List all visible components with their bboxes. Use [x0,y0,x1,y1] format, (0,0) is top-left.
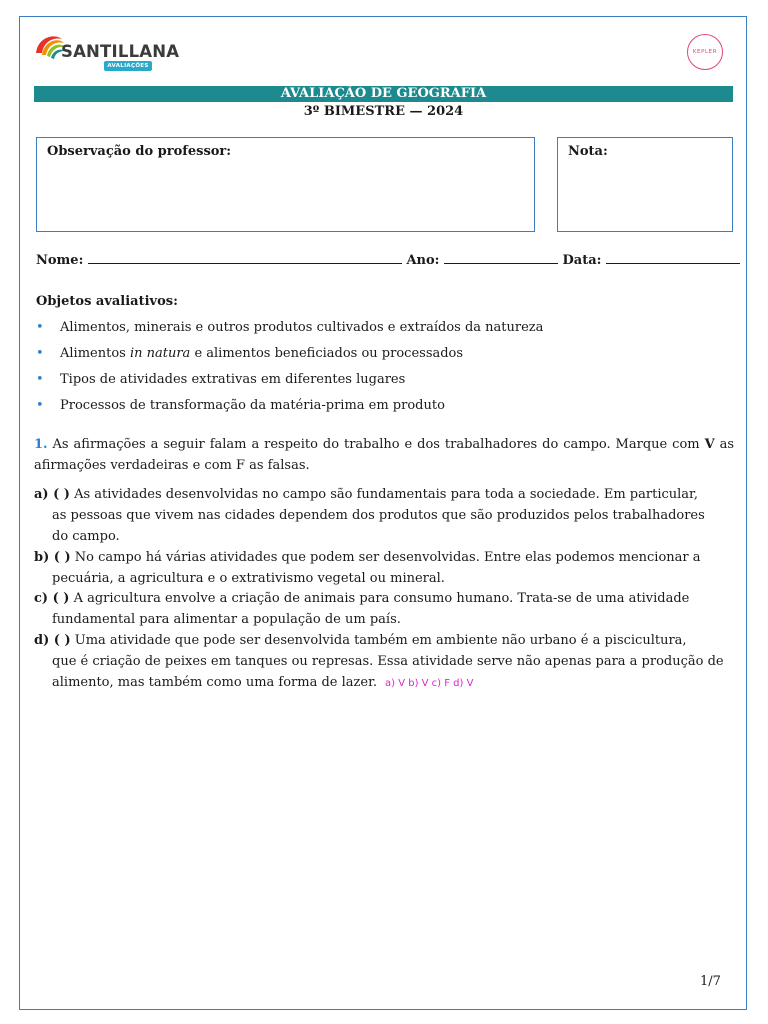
answer-key-annotation: a) V b) V c) F d) V [385,678,474,689]
kepler-logo: KEPLER [687,34,723,70]
bullet-icon: • [36,320,44,335]
checkbox-b[interactable]: b) ( ) [34,550,71,565]
checkbox-a[interactable]: a) ( ) [34,487,70,502]
grade-label: Nota: [568,144,608,159]
exam-subtitle: 3º BIMESTRE — 2024 [303,104,464,119]
grade-box[interactable] [557,137,733,232]
bullet-icon: • [36,346,44,361]
brand-subtitle: AVALIAÇÕES [104,61,152,71]
exam-title: AVALIAÇÃO DE GEOGRAFIA [34,86,733,102]
checkbox-c[interactable]: c) ( ) [34,591,70,606]
date-label: Data: [562,253,602,268]
objective-item: • Processos de transformação da matéria-prima em produto [36,398,445,413]
objectives-title: Objetos avaliativos: [36,294,178,309]
page-number: 1/7 [700,974,721,989]
question-item-a: a) ( ) As atividades desenvolvidas no campo são fundamentais para toda a sociedade. Em particular, as pessoas que vivem nas cidades dependem dos produtos que são produzidos pelos trabalhadores do campo. [34,487,705,544]
brand-name: SANTILLANA [61,42,180,61]
bullet-icon: • [36,372,44,387]
name-field[interactable] [88,251,402,264]
bullet-icon: • [36,398,44,413]
name-label: Nome: [36,253,84,268]
teacher-observation-label: Observação do professor: [47,144,232,159]
objective-item: • Alimentos, minerais e outros produtos cultivados e extraídos da natureza [36,320,544,335]
date-field[interactable] [606,251,740,264]
question-1-statement: 1. As afirmações a seguir falam a respeito do trabalho e dos trabalhadores do campo. Marque com V as afirmações verdadeiras e com F as falsas. [34,437,735,473]
question-number: 1. [34,437,48,452]
question-item-d: d) ( ) Uma atividade que pode ser desenvolvida também em ambiente não urbano é a piscicultura, que é criação de peixes em tanques ou represas. Essa atividade serve não apenas para a produção de alimento, mas também como uma forma de lazer. a) V b) V c) F d) V [34,633,724,690]
objective-item: • Tipos de atividades extrativas em diferentes lugares [36,372,406,387]
year-field[interactable] [444,251,558,264]
year-label: Ano: [406,253,440,268]
question-item-c: c) ( ) A agricultura envolve a criação de animais para consumo humano. Trata-se de uma atividade fundamental para alimentar a população de um país. [34,591,690,627]
identification-line [36,251,740,268]
checkbox-d[interactable]: d) ( ) [34,633,71,648]
teacher-observation-box[interactable] [36,137,535,232]
objective-item: • Alimentos in natura e alimentos beneficiados ou processados [36,346,464,361]
question-item-b: b) ( ) No campo há várias atividades que podem ser desenvolvidas. Entre elas podemos mencionar a pecuária, a agricultura e o extrativismo vegetal ou mineral. [34,550,701,586]
